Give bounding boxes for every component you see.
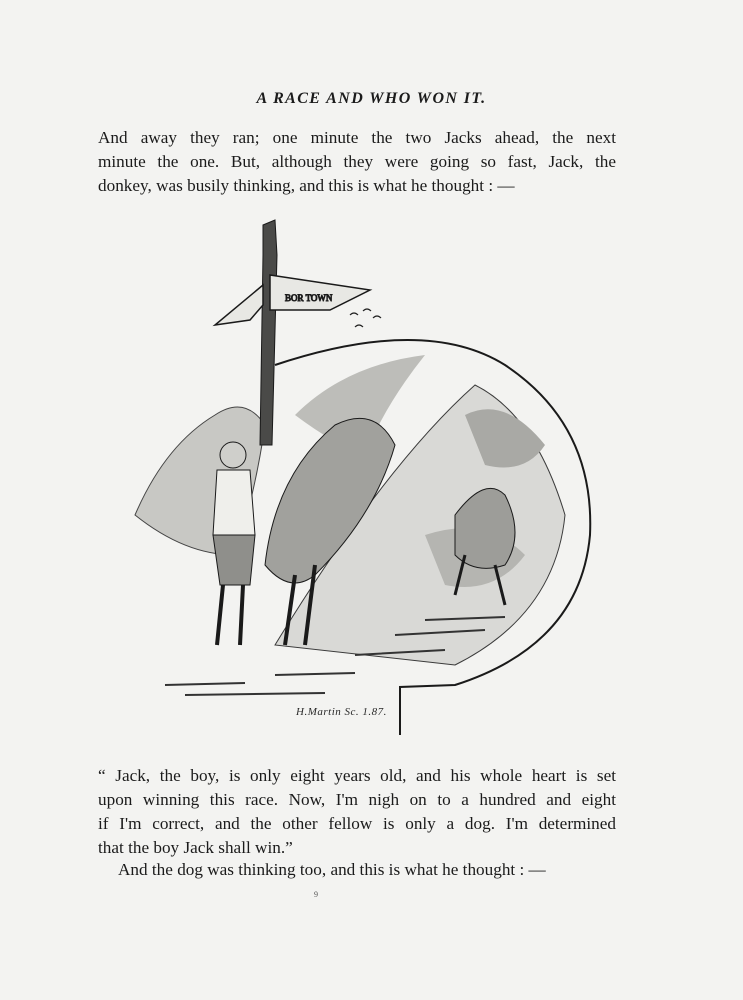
paragraph-2 [98,764,616,860]
signpost-text: BOR TOWN [285,293,333,303]
page-mark: 9 [314,890,318,899]
paragraph-1-line-1: And away they ran; one minute the two Jacks ahead, the next [98,128,616,147]
paragraph-2-line-1: “ Jack, the boy, is only eight years old, and his whole heart is set [98,766,616,785]
birds [350,309,381,327]
engraving-illustration [125,215,600,745]
paragraph-2-line-2: upon winning this race. Now, I'm nigh on to a hundred and eight [98,790,616,809]
paragraph-1 [98,126,616,198]
paragraph-1-line-3: donkey, was busily thinking, and this is what he thought : — [98,176,515,195]
paragraph-3-line-1: And the dog was thinking too, and this is what he thought : — [118,860,546,879]
paragraph-2-line-3: if I'm correct, and the other fellow is only a dog. I'm determined [98,814,616,833]
engraver-signature: H.Martin Sc. 1.87. [296,706,387,718]
paragraph-2-line-4: that the boy Jack shall win.” [98,838,293,857]
chapter-heading: A RACE AND WHO WON IT. [256,90,487,107]
boy-figure [213,442,255,645]
paragraph-3 [98,858,616,882]
paragraph-1-line-2: minute the one. But, although they were going so fast, Jack, the [98,152,616,171]
